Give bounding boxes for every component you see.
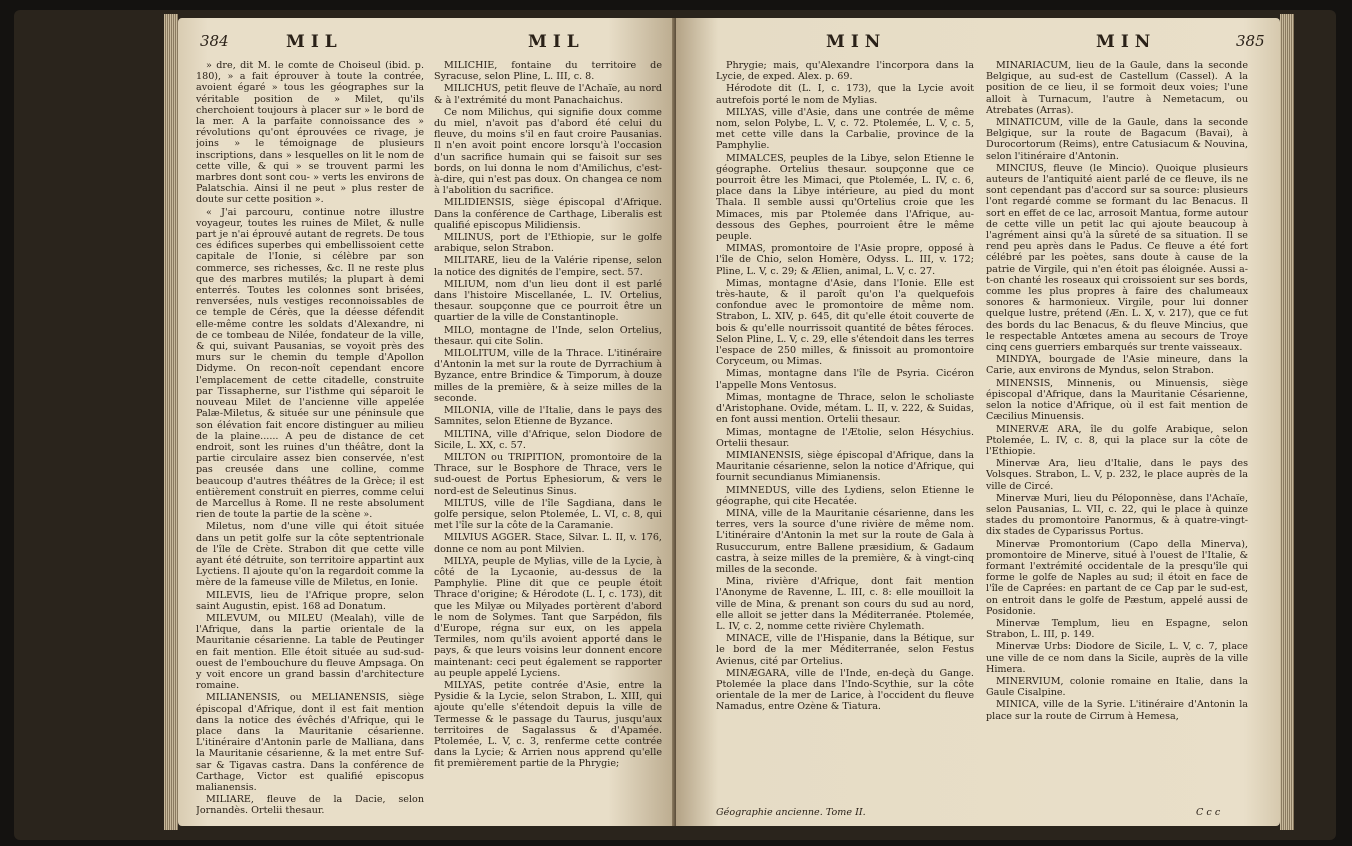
entry-paragraph: MILTUS, ville de l'île Sagdiana, dans le golfe persique, selon Ptolemée, L. VI, c. 8, qui met l'île sur la côte de la Caramanie. (434, 497, 662, 532)
entry-paragraph: Mimas, montagne de l'Ætolie, selon Hésychius. Ortelii thesaur. (716, 426, 974, 449)
text-column-1 (716, 60, 974, 802)
entry-paragraph: MINARIACUM, lieu de la Gaule, dans la seconde Belgique, au sud-est de Castellum (Cassel). A la position de ce lieu, il se formoit deux voies; l'une alloit à Turnacum, l'autre à Nemetacum, ou Atrebates (Arras). (986, 60, 1248, 116)
running-header: MIL (528, 32, 585, 52)
entry-paragraph: » dre, dit M. le comte de Choiseul (ibid. p. 180), » a fait éprouver à toute la contrée, avoient égaré » tous les géographes sur la véritable position de » Milet, qu'ils cherchoient toujours à placer sur » le bord de la mer. A la parfaite connoissance des » révolutions qu'ont éprouvées ce rivage, je joins » le témoignage de plusieurs inscriptions, dans » lesquelles on lit le nom de cette ville, & qui » se trouvent parmi les marbres dont sont cou- » verts les environs de Palatschia. Ainsi il ne peut » plus rester de doute sur cette position ». (196, 60, 424, 206)
entry-paragraph: Ce nom Milichus, qui signifie doux comme du miel, n'avoit pas d'abord été celui du fleuve, du moins s'il en faut croire Pausanias. Il n'en avoit point encore lorsqu'à l'occasion d'un sacrifice humain qui se faisoit sur ses bords, on lui donna le nom d'Amilichus, c'est-à-dire, qui n'est pas doux. On changea ce nom à l'abolition du sacrifice. (434, 106, 662, 197)
entry-paragraph: MINENSIS, Minnenis, ou Minuensis, siège épiscopal d'Afrique, dans la Mauritanie Césarienne, selon la notice d'Afrique, où il est fait mention de Cæcilius Minuensis. (986, 377, 1248, 423)
entry-paragraph: MILVIUS AGGER. Stace, Silvar. L. II, v. 176, donne ce nom au pont Milvien. (434, 532, 662, 555)
running-header: MIN (1096, 32, 1157, 52)
entry-paragraph: MINCIUS, fleuve (le Mincio). Quoique plusieurs auteurs de l'antiquité aient parlé de ce fleuve, ils ne sont cependant pas d'accord sur sa source: plusieurs l'ont regardé comme se formant du lac Benacus. Il sort en effet de ce lac, arrosoit Mantua, forme autour de cette ville un petit lac qui ajoute beaucoup à l'agrément ainsi qu'à la sûreté de sa situation. Il se rend peu après dans le Padus. Ce fleuve a été fort célébré par les poètes, sans doute à cause de la patrie de Virgile, qui n'en étoit pas éloignée. Aussi a-t-on chanté les roseaux qui croissoient sur ses bords, comme les plus propres à faire des chalumeaux sonores & harmonieux. Virgile, pour lui donner quelque lustre, prétend (Æn. L. X, v. 217), que ce fut des bords du lac Benacus, & du fleuve Mincius, que le respectable Antœtes amena au secours de Troye cinq cens guerriers embarqués sur trente vaisseaux. (986, 162, 1248, 354)
entry-paragraph: MILIDIENSIS, siège épiscopal d'Afrique. Dans la conférence de Carthage, Liberalis est qualifié episcopus Milidiensis. (434, 197, 662, 231)
entry-paragraph: MINDYA, bourgade de l'Asie mineure, dans la Carie, aux environs de Myndus, selon Strabon. (986, 354, 1248, 377)
entry-paragraph: MINERVIUM, colonie romaine en Italie, dans la Gaule Cisalpine. (986, 675, 1248, 699)
entry-paragraph: Phrygie; mais, qu'Alexandre l'incorpora dans la Lycie, de exped. Alex. p. 69. (716, 60, 974, 83)
running-header: MIL (286, 32, 343, 52)
entry-paragraph: MILYAS, ville d'Asie, dans une contrée de même nom, selon Polybe, L. V, c. 72. Ptolemée, L. V, c. 5, met cette ville dans la Carbalie, province de la Pamphylie. (716, 106, 974, 152)
footer-line: Géographie ancienne. Tome II. (716, 807, 866, 818)
entry-paragraph: Minervæ Ara, lieu d'Italie, dans le pays des Volsques. Strabon, L. V, p. 232, le place auprès de la ville de Circé. (986, 458, 1248, 492)
right-page (676, 18, 1280, 826)
entry-paragraph: MINATICUM, ville de la Gaule, dans la seconde Belgique, sur la route de Bagacum (Bavai), à Durocortorum (Reims), entre Catusiacum & Nouvina, selon l'itinéraire d'Antonin. (986, 117, 1248, 162)
entry-paragraph: MILICHIE, fontaine du territoire de Syracuse, selon Pline, L. III, c. 8. (434, 60, 662, 83)
entry-paragraph: MILOLITUM, ville de la Thrace. L'itinéraire d'Antonin la met sur la route de Dyrrachium à Byzance, entre Brindice & Timporum, à douze milles de la première, & à seize milles de la seconde. (434, 348, 662, 404)
entry-paragraph: MILEVUM, ou MILEU (Mealah), ville de l'Afrique, dans la partie orientale de la Mauritanie césarienne. La table de Peutinger en fait mention. Elle étoit située au sud-sud-ouest de l'embouchure du fleuve Ampsaga. On y voit encore un grand bassin d'architecture romaine. (196, 612, 424, 692)
right-page-edges (1280, 14, 1294, 830)
entry-paragraph: MINÆGARA, ville de l'Inde, en-deçà du Gange. Ptolemée la place dans l'Indo-Scythie, sur la côte orientale de la mer de Larice, à l'occident du fleuve Namadus, entre Ozène & Tiatura. (716, 667, 974, 713)
entry-paragraph: Minervæ Muri, lieu du Péloponnèse, dans l'Achaïe, selon Pausanias, L. VII, c. 22, qui le place à quinze stades du promontoire Panormus, & à quatre-vingt-dix stades de Cyparissus Portus. (986, 492, 1248, 538)
entry-paragraph: Hérodote dit (L. I, c. 173), que la Lycie avoit autrefois porté le nom de Mylias. (716, 83, 974, 106)
entry-paragraph: Minervæ Urbs: Diodore de Sicile, L. V, c. 7, place une ville de ce nom dans la Sicile, auprès de la ville Himera. (986, 641, 1248, 675)
entry-paragraph: MILYA, peuple de Mylias, ville de la Lycie, à côté de la Lycaonie, au-dessus de la Pamphylie. Pline dit que ce peuple étoit Thrace d'origine; & Hérodote (L. I, c. 173), dit que les Milyæ ou Milyades portèrent d'abord le nom de Solymes. Tant que Sarpédon, fils d'Europe, régna sur eux, on les appela Termiles, nom qu'ils avoient apporté dans le pays, & que leurs voisins leur donnent encore maintenant: ceci peut également se rapporter au peuple appelé Lyciens. (434, 555, 662, 679)
entry-paragraph: Miletus, nom d'une ville qui étoit située dans un petit golfe sur la côte septentrionale de l'île de Crète. Strabon dit que cette ville ayant été détruite, son territoire appartint aux Lyctiens. Il ajoute qu'on la regardoit comme la mère de la fameuse ville de Miletus, en Ionie. (196, 521, 424, 589)
entry-paragraph: MILICHUS, petit fleuve de l'Achaïe, au nord & à l'extrémité du mont Panachaichus. (434, 83, 662, 106)
entry-paragraph: MILO, montagne de l'Inde, selon Ortelius, thesaur. qui cite Solin. (434, 324, 662, 347)
entry-paragraph: MINERVÆ ARA, île du golfe Arabique, selon Ptolemée, L. IV, c. 8, qui la place sur la côte de l'Ethiopie. (986, 423, 1248, 457)
entry-paragraph: MIMIANENSIS, siège épiscopal d'Afrique, dans la Mauritanie césarienne, selon la notice d'Afrique, qui fournit secundianus Mimianensis. (716, 449, 974, 484)
entry-paragraph: « J'ai parcouru, continue notre illustre voyageur, toutes les ruines de Milet, & nulle part je n'ai éprouvé autant de regrets. De tous ces édifices superbes qui embellissoient cette capitale de l'Ionie, si célèbre par son commerce, ses richesses, &c. Il ne reste plus que des marbres mutilés; la plupart à demi enterrés. Toutes les colonnes sont brisées, renversées, nuls vestiges reconnoissables de ce temple de Cérès, que la déesse défendit elle-même contre les soldats d'Alexandre, ni de ce tombeau de Nilée, fondateur de la ville, & qui, suivant Pausanias, se voyoit près des murs sur le chemin du temple d'Apollon Didyme. On recon-noît cependant encore l'emplacement de cette citadelle, construite par Tissapherne, sur l'isthme qui séparoit le nouveau Milet de l'ancienne ville appelée Palæ-Miletus, & située sur une péninsule que son élévation fait encore distinguer au milieu de la plaine...... A peu de distance de cet endroit, sont les ruines d'un théâtre, dont la partie circulaire assez bien conservée, n'est pas creusée dans une colline, comme beaucoup d'autres théâtres de la Grèce; il est entièrement construit en pierres, comme celui de Marcellus à Rome. Il ne reste absolument rien de toute la partie de la scène ». (196, 206, 424, 521)
text-column-1 (196, 60, 424, 818)
entry-paragraph: MILEVIS, lieu de l'Afrique propre, selon saint Augustin, epist. 168 ad Donatum. (196, 589, 424, 612)
entry-paragraph: MILONIA, ville de l'Italie, dans le pays des Samnites, selon Etienne de Byzance. (434, 405, 662, 428)
entry-paragraph: MILIARE, fleuve de la Dacie, selon Jornandès. Ortelii thesaur. (196, 794, 424, 817)
entry-paragraph: MIMAS, promontoire de l'Asie propre, opposé à l'île de Chio, selon Homère, Odyss. L. III, v. 172; Pline, L. V, c. 29; & Ælien, animal, L. V, c. 27. (716, 243, 974, 277)
entry-paragraph: Minervæ Templum, lieu en Espagne, selon Strabon, L. III, p. 149. (986, 617, 1248, 641)
entry-paragraph: MINICA, ville de la Syrie. L'itinéraire d'Antonin la place sur la route de Cirrum à Hemesa, (986, 699, 1248, 722)
entry-paragraph: MILTON ou TRIPITION, promontoire de la Thrace, sur le Bosphore de Thrace, vers le sud-ouest de Portus Ephesiorum, & vers le nord-est de Seleutinus Sinus. (434, 451, 662, 497)
entry-paragraph: MINA, ville de la Mauritanie césarienne, dans les terres, vers la source d'une rivière de même nom. L'itinéraire d'Antonin la met sur la route de Gala à Rusuccurum, entre Ballene præsidium, & Gadaum castra, à seize milles de la première, & à vingt-cinq milles de la seconde. (716, 507, 974, 575)
entry-paragraph: MILINUS, port de l'Ethiopie, sur le golfe arabique, selon Strabon. (434, 232, 662, 255)
entry-paragraph: Minervæ Promontorium (Capo della Minerva), promontoire de Minerve, situé à l'ouest de l'Italie, & formant l'extrémité occidentale de la presqu'île qui forme le golfe de Naples au sud; il étoit en face de l'île de Caprées: en partant de ce Cap par le sud-est, on entroit dans le golfe de Pæstum, appelé aussi de Posidonie. (986, 538, 1248, 617)
entry-paragraph: Mimas, montagne de Thrace, selon le scholiaste d'Aristophane. Ovide, métam. L. II, v. 222, & Suidas, en font aussi mention. Ortelii thesaur. (716, 391, 974, 426)
entry-paragraph: MINACE, ville de l'Hispanie, dans la Bétique, sur le bord de la mer Méditerranée, selon Festus Avienus, cité par Ortelius. (716, 633, 974, 667)
entry-paragraph: Mimas, montagne dans l'île de Psyria. Cicéron l'appelle Mons Ventosus. (716, 368, 974, 391)
entry-paragraph: MILIANENSIS, ou MELIANENSIS, siège épiscopal d'Afrique, dont il est fait mention dans la notice des évêchés d'Afrique, qui le place dans la Mauritanie césarienne. L'itinéraire d'Antonin parle de Malliana, dans la Mauritanie césarienne, & la met entre Suf-sar & Tigavas castra. Dans la conférence de Carthage, Victor est qualifié episcopus malianensis. (196, 692, 424, 793)
entry-paragraph: MIMNEDUS, ville des Lydiens, selon Etienne le géographe, qui cite Hecatée. (716, 484, 974, 507)
page-number: 385 (1236, 32, 1265, 50)
entry-paragraph: MILIUM, nom d'un lieu dont il est parlé dans l'histoire Miscellanée, L. IV. Ortelius, thesaur. soupçonne que ce pourroit être un quartier de la ville de Constantinople. (434, 278, 662, 324)
entry-paragraph: MILYAS, petite contrée d'Asie, entre la Pysidie & la Lycie, selon Strabon, L. XIII, qui ajoute qu'elle s'étendoit depuis la ville de Termesse & le passage du Taurus, jusqu'aux territoires de Sagalassus & d'Apamée. Ptolemée, L. V, c. 3, renferme cette contrée dans la Lycie; & Arrien nous apprend qu'elle fit premièrement partie de la Phrygie; (434, 679, 662, 770)
entry-paragraph: MILITARE, lieu de la Valérie ripense, selon la notice des dignités de l'empire, sect. 57. (434, 255, 662, 278)
entry-paragraph: Mina, rivière d'Afrique, dont fait mention l'Anonyme de Ravenne, L. III, c. 8: elle mouilloit la ville de Mina, & prenant son cours du sud au nord, elle alloit se jetter dans la Méditerranée. Ptolemée, L. IV, c. 2, nomme cette rivière Chylemath. (716, 576, 974, 632)
left-page-edges (164, 14, 178, 830)
text-column-2 (986, 60, 1248, 802)
text-column-2 (434, 60, 662, 818)
running-header: MIN (826, 32, 887, 52)
entry-paragraph: MIMALCES, peuples de la Libye, selon Etienne le géographe. Ortelius thesaur. soupçonne que ce pourroit être les Mimaci, que Ptolemée, L. IV, c. 6, place dans la Libye intérieure, au pied du mont Thala. Il semble aussi qu'Ortelius croie que les Mimaces, mis par Ptolemée dans l'Afrique, au-dessous des Gephes, pourroient être le même peuple. (716, 152, 974, 243)
signature-mark: C c c (1196, 807, 1221, 818)
entry-paragraph: Mimas, montagne d'Asie, dans l'Ionie. Elle est très-haute, & il paroît qu'on l'a quelquefois confondue avec le promontoire de même nom. Strabon, L. XIV, p. 645, dit qu'elle étoit couverte de bois & qu'elle nourrissoit quantité de bêtes féroces. Selon Pline, L. V, c. 29, elle s'étendoit dans les terres l'espace de 250 milles, & finissoit au promontoire Coryceum, ou Mimas. (716, 277, 974, 368)
entry-paragraph: MILTINA, ville d'Afrique, selon Diodore de Sicile, L. XX, c. 57. (434, 428, 662, 451)
page-number: 384 (200, 32, 229, 50)
left-page (178, 18, 678, 826)
